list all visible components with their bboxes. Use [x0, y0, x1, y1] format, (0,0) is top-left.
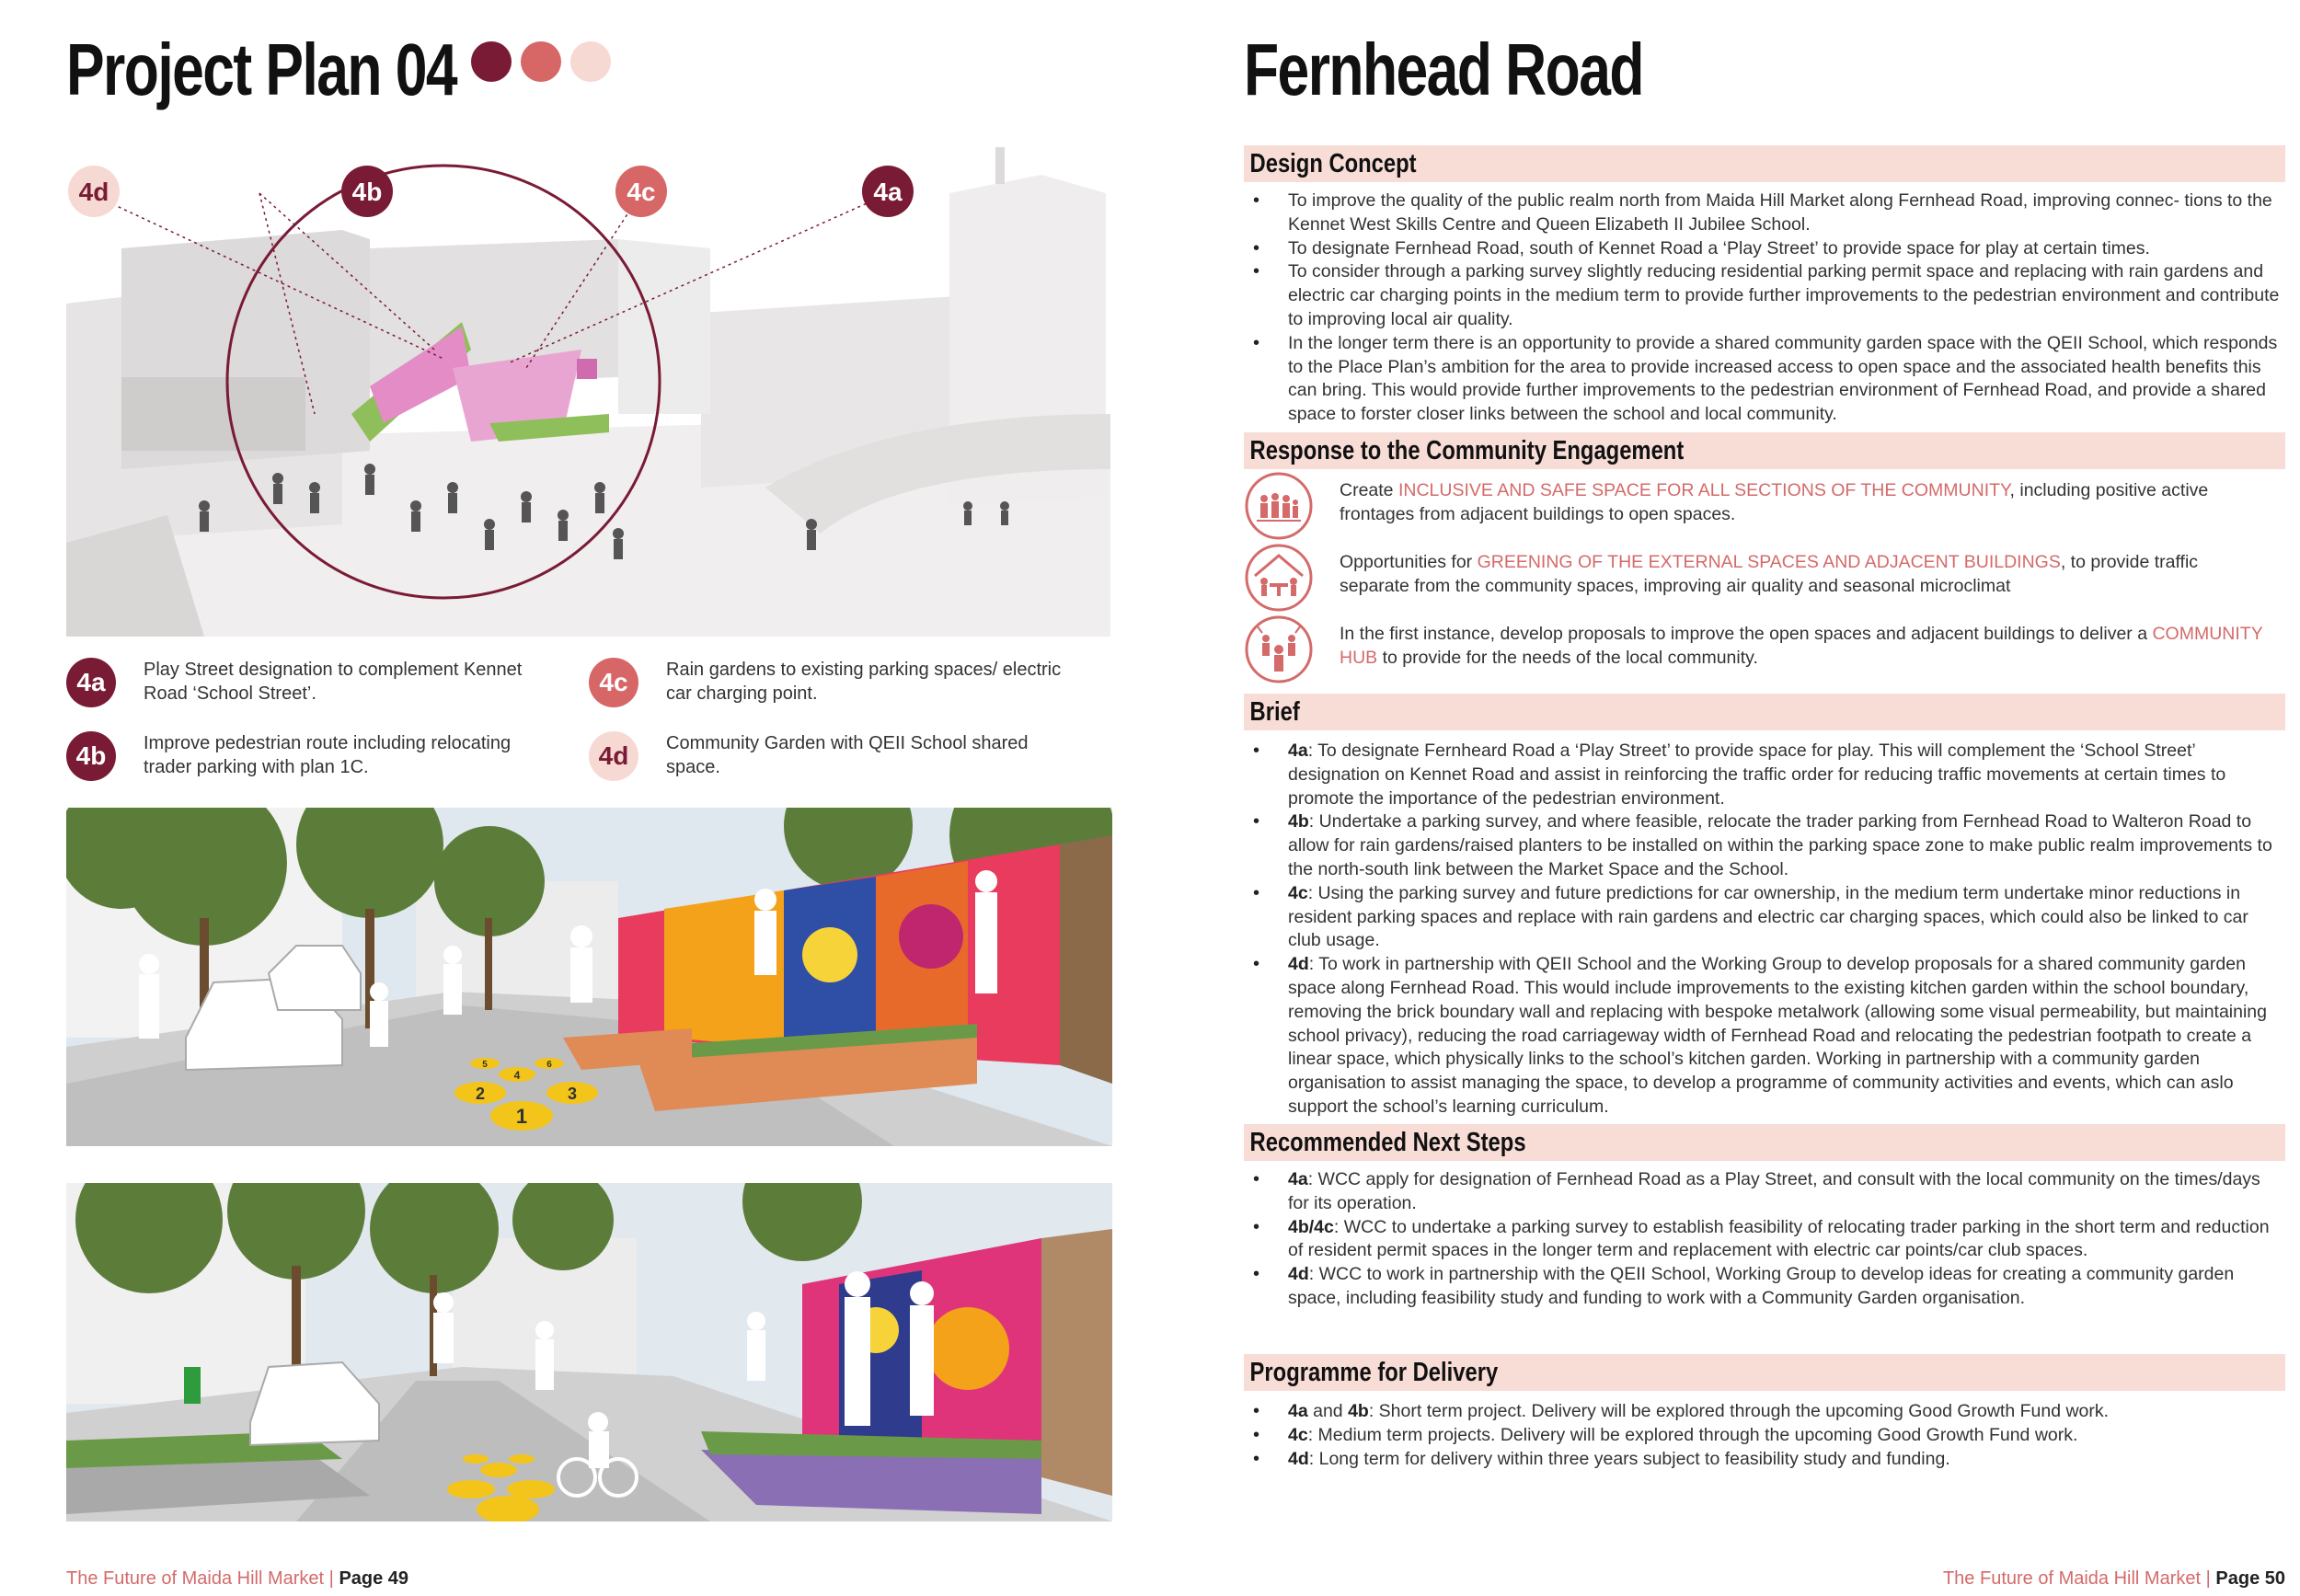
delivery-code: 4c — [1288, 1424, 1308, 1445]
delivery-item — [1244, 1448, 2285, 1472]
street-garden-illustration — [66, 1183, 1112, 1521]
legend-text-4b: Improve pedestrian route including relocating trader parking with plan 1C. — [144, 733, 512, 777]
hopscotch-1: 1 — [515, 1105, 528, 1128]
right-footer-separator: | — [2205, 1568, 2211, 1589]
engagement-text-post: , including positive active frontages from adjacent buildings to open spaces. — [1340, 480, 2209, 524]
badge-4d: 4d — [589, 731, 638, 781]
mid-dot — [521, 41, 561, 82]
hopscotch-3: 3 — [567, 1085, 578, 1103]
badge-4b: 4b — [66, 731, 116, 781]
next-steps-text: : WCC apply for designation of Fernhead Road as a Play Street, and consult with the local community on the times/days for its operation. — [1288, 1169, 2260, 1213]
legend-item-4d — [589, 731, 1067, 781]
next-steps-item — [1244, 1168, 2285, 1216]
brief-item — [1244, 810, 2285, 881]
delivery-list — [1244, 1400, 2285, 1471]
next-steps-code: 4a — [1288, 1169, 1308, 1189]
delivery-heading: Programme for Delivery — [1249, 1358, 1499, 1387]
design-concept-item: • In the longer term there is an opportunity to provide a shared community garden space with the QEII School, which responds to the Place Plan’s ambition for the area to provide increased access to open space and the associated health benefits this can bring. This would provide further improvements to the pedestrian environment of Fernhead Road, and provide a shared space to forster closer links between the school and local community. — [1244, 332, 2285, 427]
community-people-icon — [1244, 471, 1314, 541]
engagement-text-post: , to provide traffic separate from the community spaces, improving air quality and seasonal microclimat — [1340, 552, 2199, 596]
brief-text: : Undertake a parking survey, and where feasible, relocate the trader parking from Fernhead Road to Walteron Road to allow for rain gardens/raised planters to be installed on within the parking space zone to make public realm improvements to the north-south link between the Market Space and the School. — [1288, 811, 2272, 879]
next-steps-list — [1244, 1168, 2285, 1311]
colour-key-dots — [471, 41, 611, 82]
community-hub-icon — [1244, 614, 1314, 684]
diagram-label-4c: 4c — [627, 178, 656, 206]
next-steps-bar — [1244, 1124, 2285, 1161]
legend-text-4d: Community Garden with QEII School shared space. — [666, 733, 1029, 777]
left-footer-separator: | — [328, 1568, 334, 1589]
badge-4a: 4a — [66, 658, 116, 707]
engagement-item — [1244, 614, 2285, 684]
engagement-text-pre: Opportunities for — [1340, 552, 1478, 572]
left-footer-publication: The Future of Maida Hill Market — [66, 1568, 325, 1589]
engagement-item — [1244, 471, 2285, 541]
delivery-code: 4d — [1288, 1448, 1309, 1469]
diagram-label-4d: 4d — [78, 178, 109, 206]
right-footer-page: Page 50 — [2215, 1568, 2285, 1589]
brief-bar — [1244, 694, 2285, 730]
design-concept-item: • To improve the quality of the public realm north from Maida Hill Market along Fernhead Road, improving connec- tions to the Kennet West Skills Centre and Queen Elizabeth II Jubilee School. — [1244, 189, 2285, 237]
engagement-text-2 — [1340, 550, 2269, 598]
dark-dot — [471, 41, 512, 82]
engagement-item — [1244, 543, 2285, 613]
delivery-mid: and — [1307, 1401, 1349, 1421]
left-footer — [66, 1568, 408, 1590]
design-concept-list — [1244, 189, 2285, 427]
axonometric-diagram — [66, 138, 1110, 637]
badge-4c: 4c — [589, 658, 638, 707]
next-steps-text: : WCC to work in partnership with the QEII School, Working Group to develop ideas for creating a community garden space, including feasibility study and funding to work with a Community Garden organisation. — [1288, 1264, 2235, 1308]
delivery-code: 4a — [1288, 1401, 1308, 1421]
next-steps-item — [1244, 1216, 2285, 1264]
engagement-heading: Response to the Community Engagement — [1249, 436, 1685, 465]
delivery-item — [1244, 1424, 2285, 1448]
design-concept-item: • To consider through a parking survey slightly reducing residential parking permit space and replacing with rain gardens and electric car charging points in the medium term to provide further improvements to the pedestrian environment and contribute to improving local air quality. — [1244, 260, 2285, 331]
engagement-highlight: GREENING OF THE EXTERNAL SPACES AND ADJACENT BUILDINGS — [1477, 552, 2061, 572]
brief-code: 4b — [1288, 811, 1309, 832]
project-plan-title: Project Plan 04 — [66, 29, 457, 110]
brief-code: 4a — [1288, 741, 1308, 761]
next-steps-code: 4d — [1288, 1264, 1309, 1285]
play-street-illustration — [66, 808, 1112, 1146]
brief-heading: Brief — [1249, 697, 1300, 727]
delivery-text: : Medium term projects. Delivery will be explored through the upcoming Good Growth Fund work. — [1307, 1424, 2078, 1445]
design-concept-heading: Design Concept — [1249, 149, 1417, 178]
legend — [66, 658, 1110, 796]
legend-text-4a: Play Street designation to complement Kennet Road ‘School Street’. — [144, 660, 523, 704]
diagram-label-4b: 4b — [351, 178, 383, 206]
engagement-text-pre: Create — [1340, 480, 1398, 500]
delivery-item — [1244, 1400, 2285, 1424]
brief-code: 4d — [1288, 954, 1309, 975]
engagement-text-post: to provide for the needs of the local community. — [1377, 648, 1758, 668]
brief-text: : To designate Fernheard Road a ‘Play Street’ to provide space for play. This will complement the ‘School Street’ designation on Kennet Road and assist in reinforcing the traffic order for reducing traffic movements at certain times to promote the importance of the pedestrian environment. — [1288, 741, 2226, 809]
house-table-icon — [1244, 543, 1314, 613]
hopscotch-6: 6 — [546, 1060, 552, 1070]
design-concept-bar — [1244, 145, 2285, 182]
hopscotch-4: 4 — [513, 1069, 521, 1082]
fernhead-road-title: Fernhead Road — [1244, 29, 1643, 110]
legend-item-4b — [66, 731, 545, 781]
legend-text-4c: Rain gardens to existing parking spaces/ electric car charging point. — [666, 660, 1062, 704]
engagement-text-pre: In the first instance, develop proposals to improve the open spaces and adjacent buildings to deliver a — [1340, 624, 2153, 644]
delivery-bar — [1244, 1354, 2285, 1391]
right-page-title — [1244, 28, 1755, 112]
hopscotch-5: 5 — [482, 1060, 488, 1070]
engagement-highlight: COMMUNITY HUB — [1340, 624, 2263, 668]
delivery-text: : Short term project. Delivery will be explored through the upcoming Good Growth Fund work. — [1368, 1401, 2110, 1421]
right-footer — [1943, 1568, 2285, 1590]
next-steps-item — [1244, 1263, 2285, 1311]
engagement-highlight: INCLUSIVE AND SAFE SPACE FOR ALL SECTIONS OF THE COMMUNITY — [1397, 480, 2010, 500]
legend-item-4a — [66, 658, 545, 707]
hopscotch-2: 2 — [475, 1085, 486, 1103]
diagram-illustration — [66, 138, 1110, 637]
engagement-text-3 — [1340, 622, 2269, 670]
brief-item — [1244, 882, 2285, 953]
engagement-text-1 — [1340, 478, 2269, 526]
play-street-render — [66, 808, 1112, 1146]
engagement-bar — [1244, 432, 2285, 469]
light-dot — [570, 41, 611, 82]
brief-list — [1244, 740, 2285, 1119]
next-steps-heading: Recommended Next Steps — [1249, 1128, 1526, 1157]
brief-text: : To work in partnership with QEII School and the Working Group to develop proposals for a shared community garden space along Fernhead Road. This would include improvements to the existing kitchen garden within the school boundary, removing the brick boundary wall and replacing with bespoke metalwork (allowing some visual permeability, but maintaining school privacy), reducing the road carriageway width of Fernhead Road and relocating the pedestrian footpath to create a linear space, which physically links to the school’s kitchen garden. Working in partnership with a community garden organisation to assist managing the space, to develop a programme of community activities and events, which can aslo support the school’s learning curriculum. — [1288, 954, 2267, 1117]
left-footer-page: Page 49 — [339, 1568, 409, 1589]
brief-code: 4c — [1288, 882, 1308, 903]
design-concept-item: • To designate Fernhead Road, south of Kennet Road a ‘Play Street’ to provide space for play at certain times. — [1244, 237, 2285, 261]
delivery-code: 4b — [1348, 1401, 1369, 1421]
street-garden-render — [66, 1183, 1112, 1521]
right-footer-publication: The Future of Maida Hill Market — [1942, 1568, 2202, 1589]
brief-text: : Using the parking survey and future predictions for car ownership, in the medium term undertake minor reductions in resident parking spaces and replace with rain gardens and electric car charging spaces, which could also be linked to car club usage. — [1288, 882, 2248, 951]
next-steps-text: : WCC to undertake a parking survey to establish feasibility of relocating trader parking in the short term and reduction of resident permit spaces in the longer term and replacement with electric car points/car club spaces. — [1288, 1216, 2270, 1261]
next-steps-code: 4b/4c — [1288, 1216, 1334, 1237]
brief-item — [1244, 953, 2285, 1119]
delivery-text: : Long term for delivery within three years subject to feasibility study and funding. — [1308, 1448, 1950, 1469]
legend-item-4c — [589, 658, 1067, 707]
brief-item — [1244, 740, 2285, 810]
diagram-label-4a: 4a — [873, 178, 903, 206]
